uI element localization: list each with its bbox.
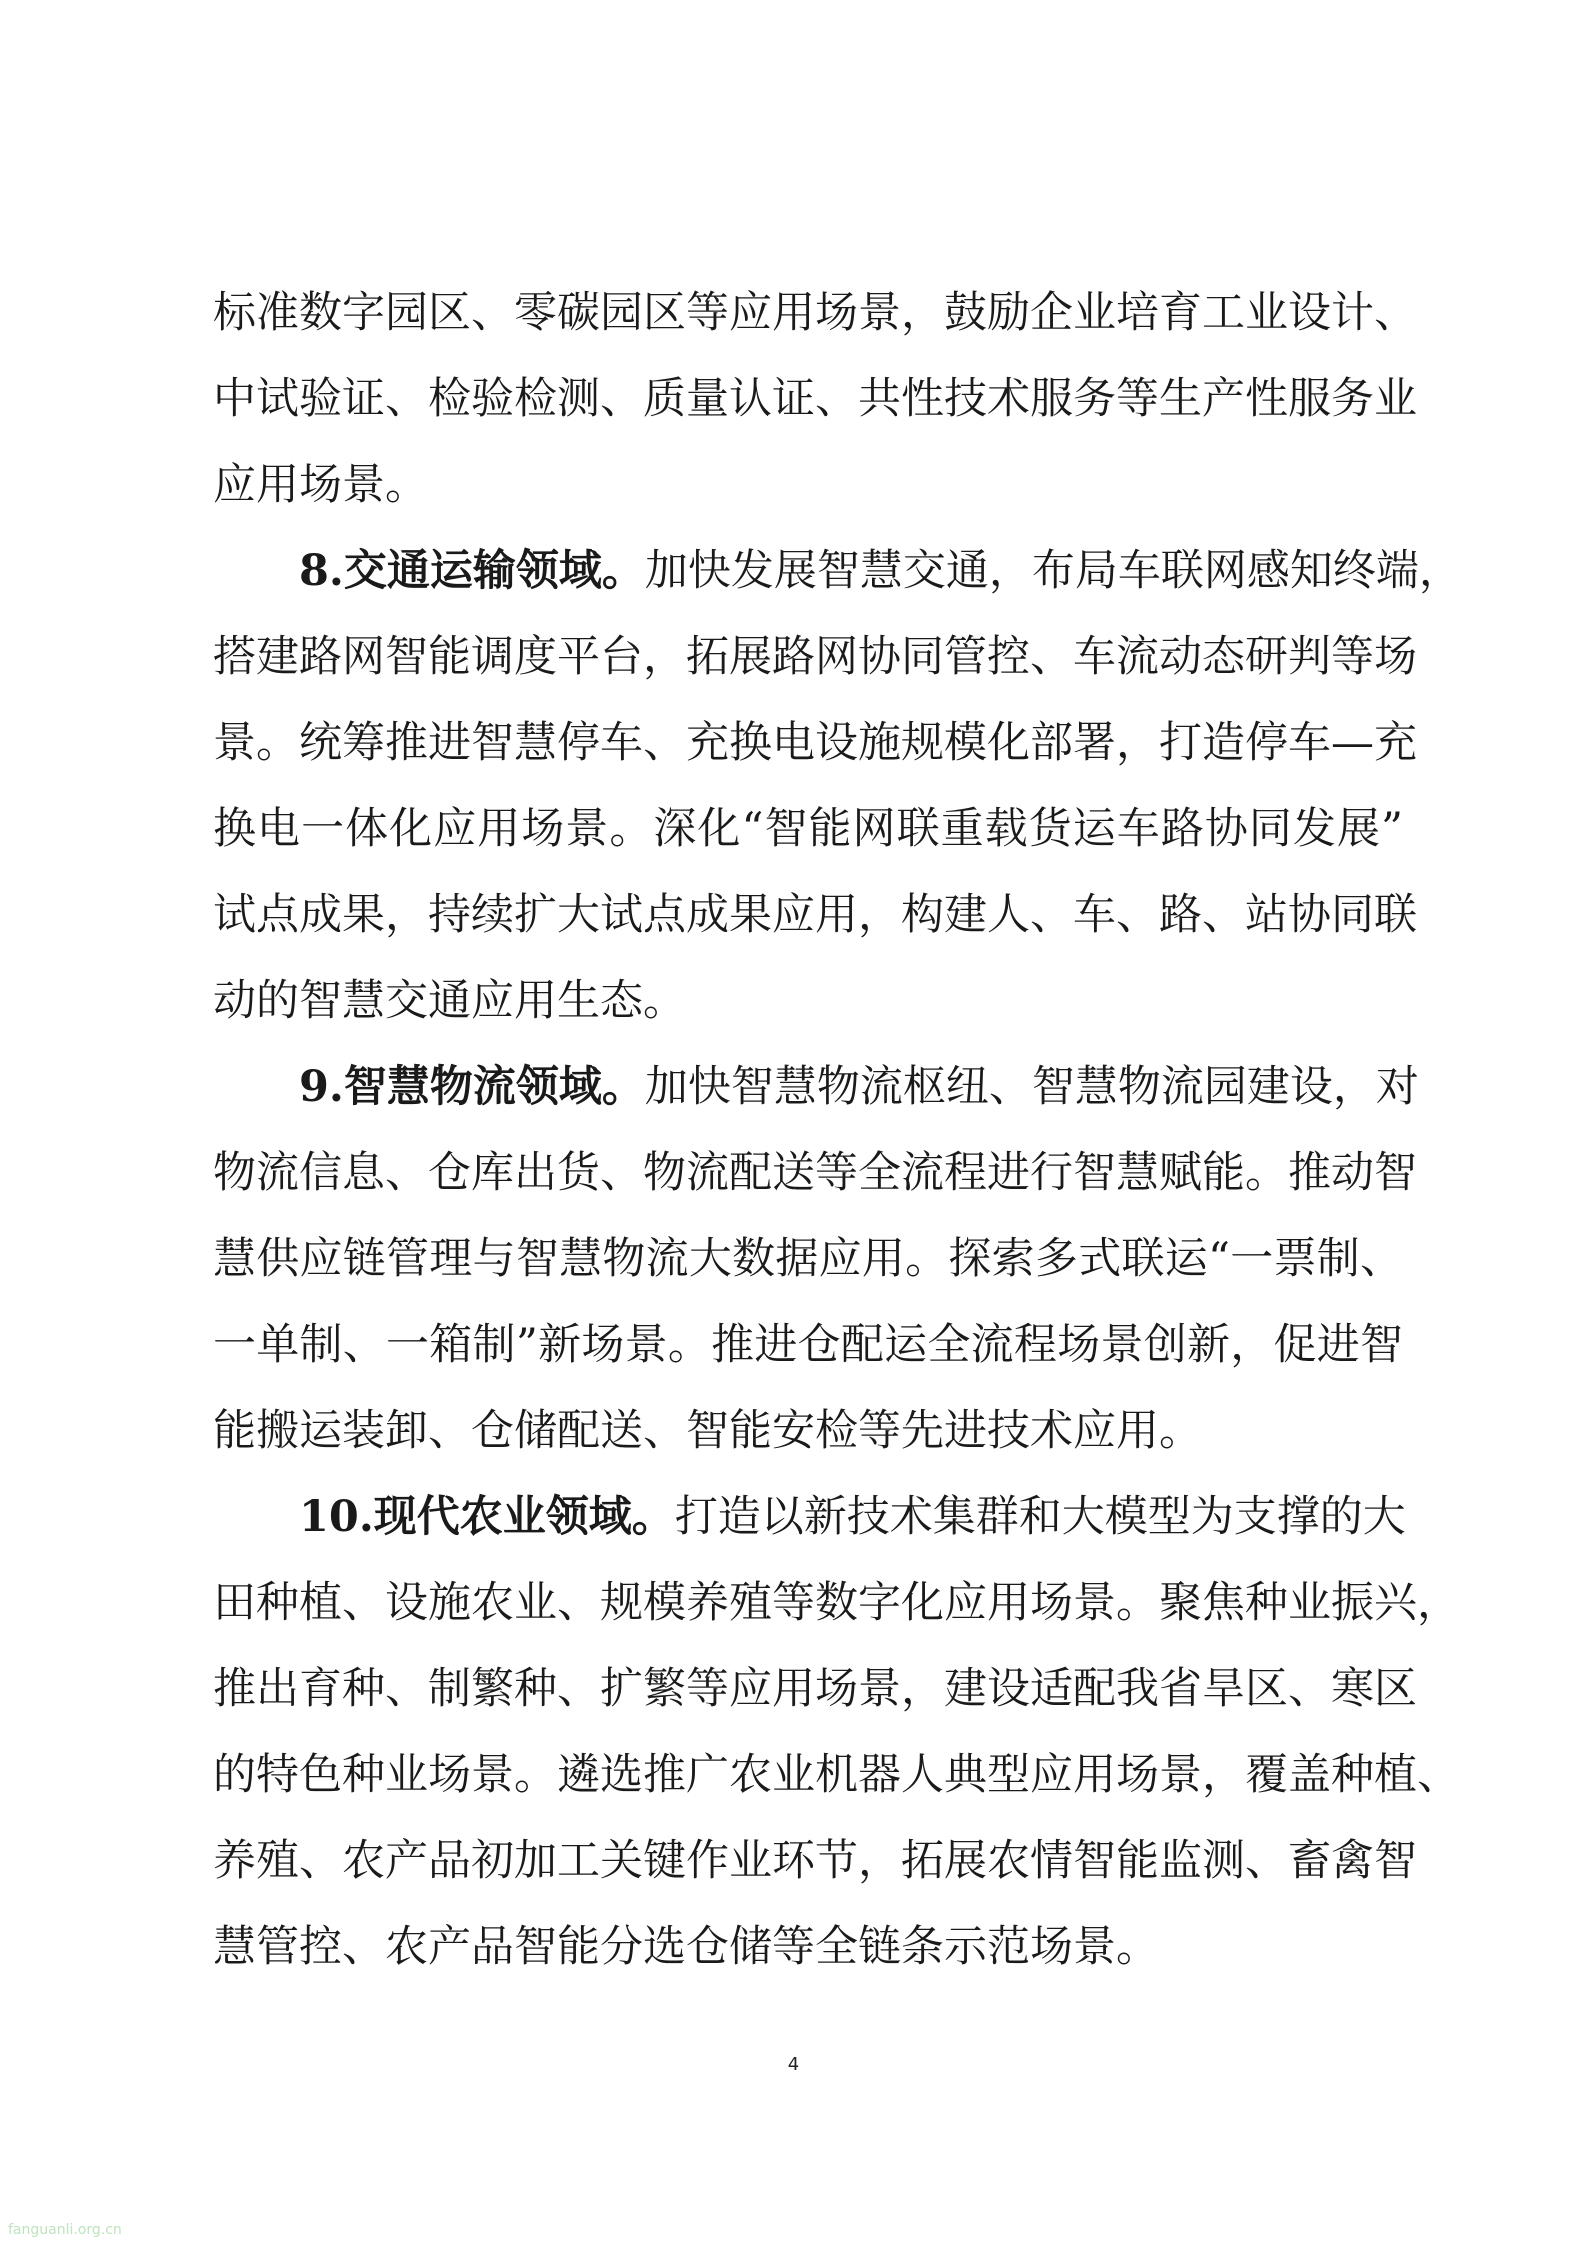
text-line: 养殖、农产品初加工关键作业环节，拓展农情智能监测、畜禽智	[213, 1836, 1417, 1886]
text-line: 试点成果，持续扩大试点成果应用，构建人、车、路、站协同联	[213, 890, 1417, 940]
text-line: 的特色种业场景。遴选推广农业机器人典型应用场景，覆盖种植、	[213, 1750, 1460, 1800]
text-line: 一单制、一箱制”新场景。推进仓配运全流程场景创新，促进智	[213, 1320, 1403, 1370]
text-line: 动的智慧交通应用生态。	[213, 976, 686, 1026]
text-line: 慧供应链管理与智慧物流大数据应用。探索多式联运“一票制、	[213, 1234, 1403, 1284]
text-line: 加快发展智慧交通，布局车联网感知终端，	[644, 546, 1462, 596]
text-line: 中试验证、检验检测、质量认证、共性技术服务等生产性服务业	[213, 374, 1417, 424]
text-line: 物流信息、仓库出货、物流配送等全流程进行智慧赋能。推动智	[213, 1148, 1417, 1198]
watermark: fanguanli.org.cn	[8, 2222, 122, 2238]
section-heading-transport: 8.交通运输领域。	[299, 546, 645, 596]
text-line: 打造以新技术集群和大模型为支撑的大	[674, 1492, 1406, 1542]
text-line: 搭建路网智能调度平台，拓展路网协同管控、车流动态研判等场	[213, 632, 1417, 682]
section-heading-logistics: 9.智慧物流领域。	[299, 1062, 645, 1112]
paragraph-first-line	[299, 1052, 1419, 1122]
text-line: 应用场景。	[213, 460, 428, 510]
paragraph-first-line	[299, 1482, 1406, 1552]
page-number: 4	[787, 2054, 800, 2075]
text-line: 换电一体化应用场景。深化“智能网联重载货运车路协同发展”	[213, 804, 1403, 854]
paragraph-first-line	[299, 536, 1462, 606]
text-line: 加快智慧物流枢纽、智慧物流园建设，对	[644, 1062, 1419, 1112]
text-line: 能搬运装卸、仓储配送、智能安检等先进技术应用。	[213, 1406, 1202, 1456]
text-line: 田种植、设施农业、规模养殖等数字化应用场景。聚焦种业振兴，	[213, 1578, 1460, 1628]
text-line: 慧管控、农产品智能分选仓储等全链条示范场景。	[213, 1922, 1159, 1972]
text-line: 推出育种、制繁种、扩繁等应用场景，建设适配我省旱区、寒区	[213, 1664, 1417, 1714]
section-heading-agriculture: 10.现代农业领域。	[299, 1492, 675, 1542]
text-line: 景。统筹推进智慧停车、充换电设施规模化部署，打造停车—充	[213, 718, 1417, 768]
text-line: 标准数字园区、零碳园区等应用场景，鼓励企业培育工业设计、	[213, 288, 1417, 338]
